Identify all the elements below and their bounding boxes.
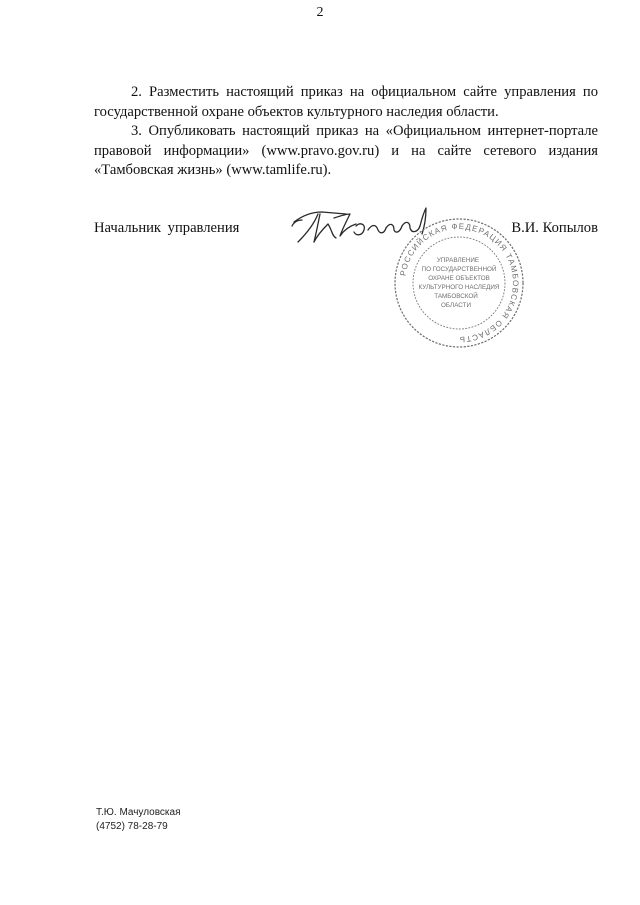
seal-line: УПРАВЛЕНИЕ: [436, 257, 480, 264]
seal-line: КУЛЬТУРНОГО НАСЛЕДИЯ: [418, 284, 500, 291]
signer-name: В.И. Копылов: [511, 220, 598, 236]
seal-line: ОХРАНЕ ОБЪЕКТОВ: [428, 275, 490, 282]
executor-phone: (4752) 78-28-79: [96, 820, 168, 832]
document-body: [94, 83, 598, 181]
signer-position: Начальник управления: [94, 220, 240, 236]
svg-text:РОССИЙСКАЯ ФЕДЕРАЦИЯ ТАМБОВСКА: [398, 222, 520, 344]
page-number: 2: [316, 5, 324, 20]
seal-line: ПО ГОСУДАРСТВЕННОЙ: [421, 266, 497, 273]
seal-line: ТАМБОВСКОЙ: [434, 293, 478, 300]
official-seal: [392, 216, 526, 350]
seal-line: ОБЛАСТИ: [441, 302, 471, 309]
paragraph-2: 2. Разместить настоящий приказ на официальном сайте управления по государственной охране объектов культурного наследия области.: [94, 84, 598, 120]
seal-ring-text: РОССИЙСКАЯ ФЕДЕРАЦИЯ ТАМБОВСКАЯ ОБЛАСТЬ: [398, 221, 521, 345]
executor-name: Т.Ю. Мачуловская: [96, 807, 181, 818]
paragraph-3: 3. Опубликовать настоящий приказ на «Официальном интернет-портале правовой информации» (www.pravo.gov.ru) и на сайте сетевого издания «Тамбовская жизнь» (www.tamlife.ru).: [94, 123, 598, 178]
executor-info: [96, 806, 181, 833]
